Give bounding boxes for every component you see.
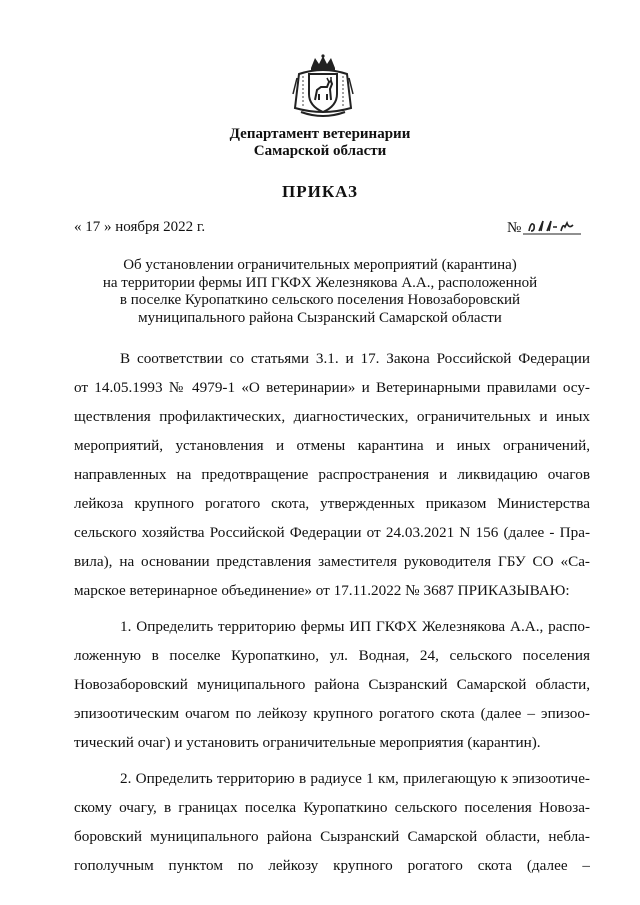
- text-line: направленных на предотвращение распространения и ликвидацию очагов: [74, 466, 590, 483]
- item-1-paragraph: [74, 612, 590, 757]
- preamble-paragraph: [74, 344, 590, 605]
- subject-line: на территории фермы ИП ГКФХ Железнякова А.А., расположенной: [102, 274, 538, 291]
- text-line: сельского хозяйства Российской Федерации от 24.03.2021 N 156 (далее - Пра-: [74, 524, 590, 541]
- order-number-prefix: №: [507, 220, 522, 236]
- subject-line: в поселке Куропаткино сельского поселения Новозаборовский: [119, 292, 521, 308]
- order-date: « 17 » ноября 2022 г.: [74, 219, 206, 235]
- text-line: ществления профилактических, диагностических, ограничительных и иных: [74, 408, 590, 425]
- text-line: гополучным пунктом по лейкозу крупного рогатого скота (далее –: [74, 857, 590, 874]
- department-name-line1: Департамент ветеринарии: [229, 126, 411, 142]
- coat-of-arms-icon: [291, 54, 355, 122]
- text-line: Новозаборовский муниципального района Сызранский Самарской области,: [74, 676, 590, 693]
- text-line: от 14.05.1993 № 4979-1 «О ветеринарии» и Ветеринарными правилами осу-: [74, 379, 590, 396]
- item-2-paragraph: [74, 764, 590, 880]
- text-line: эпизоотическим очагом по лейкозу крупного рогатого скота (далее – эпизоо-: [74, 705, 590, 722]
- department-name-line2: Самарской области: [253, 143, 387, 159]
- order-body: [74, 344, 590, 880]
- handwritten-number-icon: [521, 217, 583, 237]
- text-line: лейкоза крупного рогатого скота, утвержденных приказом Министерства: [74, 495, 590, 512]
- order-subject: [0, 257, 640, 327]
- text-line: тический очаг) и установить ограничительные мероприятия (карантин).: [74, 734, 541, 751]
- subject-line: Об установлении ограничительных мероприятий (карантина): [123, 257, 517, 273]
- text-line: марское ветеринарное объединение» от 17.11.2022 № 3687 ПРИКАЗЫВАЮ:: [74, 582, 570, 599]
- subject-line: муниципального района Сызранский Самарской области: [138, 309, 502, 326]
- text-line: боровский муниципального района Сызранский Самарской области, небла-: [74, 828, 590, 845]
- text-line: мероприятий, установления и отмены карантина и иных ограничений,: [74, 437, 590, 454]
- text-line: В соответствии со статьями 3.1. и 17. Закона Российской Федерации: [120, 350, 590, 367]
- order-number: [507, 217, 583, 237]
- text-line: скому очагу, в границах поселка Куропаткино сельского поселения Новоза-: [74, 799, 590, 816]
- text-line: 1. Определить территорию фермы ИП ГКФХ Железнякова А.А., распо-: [120, 618, 590, 635]
- text-line: 2. Определить территорию в радиусе 1 км, прилегающую к эпизоотиче-: [120, 770, 590, 787]
- text-line: ложенную в поселке Куропаткино, ул. Водная, 24, сельского поселения: [74, 647, 590, 664]
- text-line: вила), на основании представления заместителя руководителя ГБУ СО «Са-: [74, 553, 590, 570]
- order-title: ПРИКАЗ: [282, 182, 358, 201]
